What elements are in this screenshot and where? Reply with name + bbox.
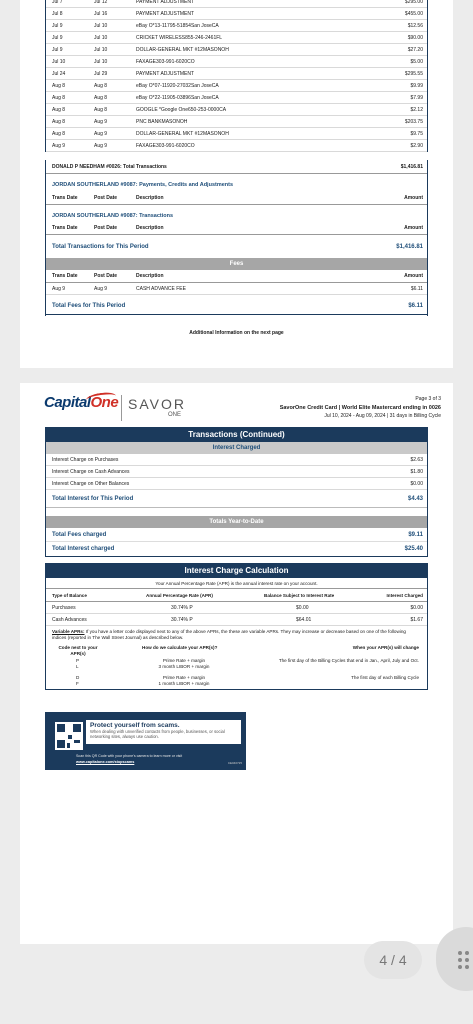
transactions-continued-title: Transactions (Continued): [46, 428, 427, 442]
interest-calc-box: [45, 563, 428, 690]
description: GOOGLE *Google One650-253-0000CA: [136, 107, 227, 113]
how-col: How do we calculate your APR(s)?: [142, 645, 218, 650]
interest-amount: $2.63: [410, 457, 423, 463]
trans-date: Aug 8: [52, 107, 66, 113]
code-row: [46, 658, 427, 675]
interest-row: [46, 454, 427, 466]
code-row: [46, 675, 427, 692]
post-date: Aug 9: [94, 131, 108, 137]
variable-aprs-text: If you have a letter code displayed next to any of the above APRs, the these are variable APRs. They may increase or decrease based on one of the following indices (reported in The Wall Street Journal) as described below.: [52, 629, 406, 640]
fees-header: [46, 270, 427, 283]
post-date: Aug 8: [94, 95, 108, 101]
icc-rows: [46, 602, 427, 626]
interest-amount: $1.80: [410, 469, 423, 475]
icc-type: Cash Advances: [52, 617, 87, 623]
description: DOLLAR-GENERAL MKT #12MASONOH: [136, 131, 229, 137]
apr-code: F: [76, 681, 79, 686]
description: PNC BANKMASONOH: [136, 119, 188, 125]
transactions-continued-box: [45, 427, 428, 557]
post-date: Aug 9: [94, 143, 108, 149]
table-row: [46, 32, 427, 44]
table-row: [46, 44, 427, 56]
col-post-date: Post Date: [94, 225, 118, 231]
total-transactions-label: Total Transactions for This Period: [52, 244, 149, 250]
interest-label: Interest Charge on Purchases: [52, 457, 119, 463]
trans-date: Jul 9: [52, 23, 63, 29]
fee-post-date: Aug 9: [94, 286, 108, 292]
scam-link[interactable]: www.capitalone.com/stopscams: [76, 760, 135, 764]
total-interest-label: Total Interest for This Period: [52, 496, 134, 502]
table-row: [46, 92, 427, 104]
savor-logo: SAVOR: [128, 396, 186, 412]
statement-page-2: [20, 0, 453, 368]
description: PAYMENT ADJUSTMENT: [136, 0, 195, 5]
amount: $203.75: [404, 119, 423, 125]
scam-footer: Scan this QR Code with your phone's camera to learn more or visit: [76, 754, 183, 758]
trans-date: Aug 8: [52, 119, 66, 125]
trans-date: Aug 9: [52, 143, 66, 149]
scam-text: When dealing with unverified contacts from people, businesses, or social networking sites, always use caution.: [90, 729, 225, 739]
jordan-payments-title: JORDAN SOUTHERLAND #9087: Payments, Credits and Adjustments: [52, 182, 234, 188]
icc-balance: $0.00: [296, 605, 309, 611]
apr-code: L: [76, 664, 79, 669]
interest-amount: $0.00: [410, 481, 423, 487]
donald-total-label: DONALD P NEEDHAM #0026: Total Transactions: [52, 164, 167, 170]
jordan-section: [45, 160, 428, 316]
col-trans-date: Trans Date: [52, 225, 78, 231]
icc-row: [46, 602, 427, 614]
col-description: Description: [136, 273, 164, 279]
amount: $455.00: [404, 11, 423, 17]
interest-label: Interest Charge on Cash Advances: [52, 469, 130, 475]
post-date: Jul 10: [94, 23, 108, 29]
icc-col-apr: Annual Percentage Rate (APR): [146, 593, 213, 598]
icc-subtitle: Your Annual Percentage Rate (APR) is the annual interest rate on your account.: [46, 578, 427, 589]
interest-row: [46, 478, 427, 490]
table-row: [46, 0, 427, 8]
total-fees-row: [46, 297, 427, 315]
total-interest-row: [46, 490, 427, 508]
table-row: [46, 56, 427, 68]
trans-date: Jul 24: [52, 71, 66, 77]
apr-method: Prime Rate + margin: [162, 675, 206, 680]
col-post-date: Post Date: [94, 195, 118, 201]
logo-capital: Capital: [44, 394, 91, 411]
apr-method: 1 month LIBOR + margin: [158, 681, 210, 686]
jordan-transactions-title: JORDAN SOUTHERLAND #9087: Transactions: [52, 213, 174, 219]
fee-amount: $6.11: [410, 286, 423, 292]
trans-date: Jul 9: [52, 47, 63, 53]
icc-row: [46, 614, 427, 626]
post-date: Aug 8: [94, 107, 108, 113]
interest-charged-title: Interest Charged: [46, 442, 427, 454]
total-transactions-amount: $1,416.81: [396, 244, 423, 250]
table-row: [46, 8, 427, 20]
logo-one: One: [90, 394, 119, 411]
scam-code: CE040725: [227, 761, 242, 765]
donald-total-amount: $1,416.81: [400, 164, 423, 170]
jordan-payments-header: [46, 192, 427, 205]
table-row: [46, 68, 427, 80]
icc-header: [46, 589, 427, 602]
statement-page-3: [20, 383, 453, 944]
total-fees-label: Total Fees for This Period: [52, 303, 126, 309]
apr-change-when: The first day of each Billing Cycle: [351, 675, 419, 680]
apr-method: Prime Rate + margin: [162, 658, 206, 663]
when-col: When your APR(s) will change: [352, 645, 419, 650]
description: FAXAGE303-991-6020CO: [136, 143, 195, 149]
description: eBay O*22-11905-03896San JoseCA: [136, 95, 219, 101]
total-fees-amount: $6.11: [408, 303, 423, 309]
code-header: [46, 643, 427, 658]
trans-date: Aug 8: [52, 95, 66, 101]
col-description: Description: [136, 225, 164, 231]
code-rows: [46, 658, 427, 692]
page-indicator: 4 / 4: [364, 941, 422, 979]
apr-code: D: [76, 675, 80, 680]
amount: $9.75: [410, 131, 423, 137]
fee-trans-date: Aug 9: [52, 286, 66, 292]
trans-date: Jul 9: [52, 35, 63, 41]
amount: $27.20: [407, 47, 423, 53]
icc-col-balance: Balance Subject to Interest Rate: [264, 593, 335, 598]
scam-text-box: [86, 720, 241, 744]
apr-method: 3 month LIBOR + margin: [158, 664, 210, 669]
total-transactions-row: [46, 238, 427, 256]
post-date: Jul 10: [94, 35, 108, 41]
logo-divider: [121, 395, 122, 421]
code-col: Code next to your APR(s): [58, 645, 98, 656]
icc-col-type: Type of Balance: [52, 593, 87, 598]
col-description: Description: [136, 195, 164, 201]
col-amount: Amount: [404, 273, 423, 279]
table-row: [46, 104, 427, 116]
trans-date: Jul 7: [52, 0, 63, 5]
donald-transactions-table: [45, 0, 428, 152]
table-row: [46, 116, 427, 128]
col-trans-date: Trans Date: [52, 273, 78, 279]
variable-aprs-note: [46, 626, 427, 643]
fee-row: [46, 283, 427, 295]
col-amount: Amount: [404, 225, 423, 231]
post-date: Jul 29: [94, 71, 108, 77]
donald-total-row: [46, 160, 427, 174]
qr-code-icon: [55, 722, 83, 750]
ytd-interest-amount: $25.40: [404, 546, 423, 552]
jordan-transactions-header: [46, 222, 427, 235]
post-date: Aug 9: [94, 119, 108, 125]
fees-title: Fees: [46, 258, 427, 270]
variable-aprs-label: Variable APRs:: [52, 629, 85, 634]
icc-balance: $64.01: [296, 617, 312, 623]
amount: $2.12: [410, 107, 423, 113]
table-row: [46, 20, 427, 32]
interest-label: Interest Charge on Other Balances: [52, 481, 130, 487]
amount: $90.00: [407, 35, 423, 41]
description: CRICKET WIRELESS855-246-2461FL: [136, 35, 223, 41]
total-interest-amount: $4.43: [407, 496, 423, 502]
ytd-fees-amount: $9.11: [408, 532, 423, 538]
post-date: Jul 12: [94, 0, 108, 5]
card-name: SavorOne Credit Card | World Elite Mastercard ending in 0026: [279, 405, 441, 411]
amount: $9.99: [410, 83, 423, 89]
ytd-interest-label: Total Interest charged: [52, 546, 115, 552]
amount: $2.90: [410, 143, 423, 149]
amount: $12.56: [407, 23, 423, 29]
billing-period: Jul 10, 2024 - Aug 09, 2024 | 31 days in Billing Cycle: [324, 413, 441, 419]
footer-note: Additional Information on the next page: [189, 330, 284, 336]
amount: $295.55: [404, 71, 423, 77]
apr-change-when: The first day of the Billing Cycles that end in Jan., April, July and Oct.: [278, 658, 419, 663]
interest-row: [46, 466, 427, 478]
amount: $295.00: [404, 0, 423, 5]
ytd-interest-row: [46, 542, 427, 556]
description: eBay O*13-11795-51854San JoseCA: [136, 23, 219, 29]
post-date: Jul 10: [94, 47, 108, 53]
page-number: Page 3 of 3: [415, 396, 441, 402]
description: DOLLAR-GENERAL MKT #12MASONOH: [136, 47, 229, 53]
icc-interest: $0.00: [410, 605, 423, 611]
table-row: [46, 140, 427, 152]
trans-date: Jul 8: [52, 11, 63, 17]
fee-description: CASH ADVANCE FEE: [136, 286, 186, 292]
description: PAYMENT ADJUSTMENT: [136, 11, 195, 17]
savor-one-sub: ONE: [168, 412, 182, 418]
description: eBay O*07-11920-27032San JoseCA: [136, 83, 219, 89]
table-row: [46, 80, 427, 92]
post-date: Jul 10: [94, 59, 108, 65]
ytd-fees-label: Total Fees charged: [52, 532, 107, 538]
trans-date: Jul 10: [52, 59, 66, 65]
table-row: [46, 128, 427, 140]
scam-title: Protect yourself from scams.: [90, 722, 180, 729]
trans-date: Aug 8: [52, 131, 66, 137]
col-trans-date: Trans Date: [52, 195, 78, 201]
ytd-fees-row: [46, 528, 427, 542]
trans-date: Aug 8: [52, 83, 66, 89]
scam-banner[interactable]: [45, 712, 246, 770]
col-post-date: Post Date: [94, 273, 118, 279]
col-amount: Amount: [404, 195, 423, 201]
post-date: Jul 16: [94, 11, 108, 17]
icc-title: Interest Charge Calculation: [46, 564, 427, 578]
icc-apr: 30.74% P: [171, 605, 193, 611]
icc-type: Purchases: [52, 605, 76, 611]
amount: $7.99: [410, 95, 423, 101]
icc-interest: $1.67: [410, 617, 423, 623]
ytd-title: Totals Year-to-Date: [46, 516, 427, 528]
icc-col-interest: Interest Charged: [386, 593, 423, 598]
apr-code: P: [76, 658, 80, 663]
description: PAYMENT ADJUSTMENT: [136, 71, 195, 77]
icc-apr: 30.74% P: [171, 617, 193, 623]
interest-rows: [46, 454, 427, 490]
amount: $5.00: [410, 59, 423, 65]
description: FAXAGE303-991-6020CO: [136, 59, 195, 65]
post-date: Aug 8: [94, 83, 108, 89]
